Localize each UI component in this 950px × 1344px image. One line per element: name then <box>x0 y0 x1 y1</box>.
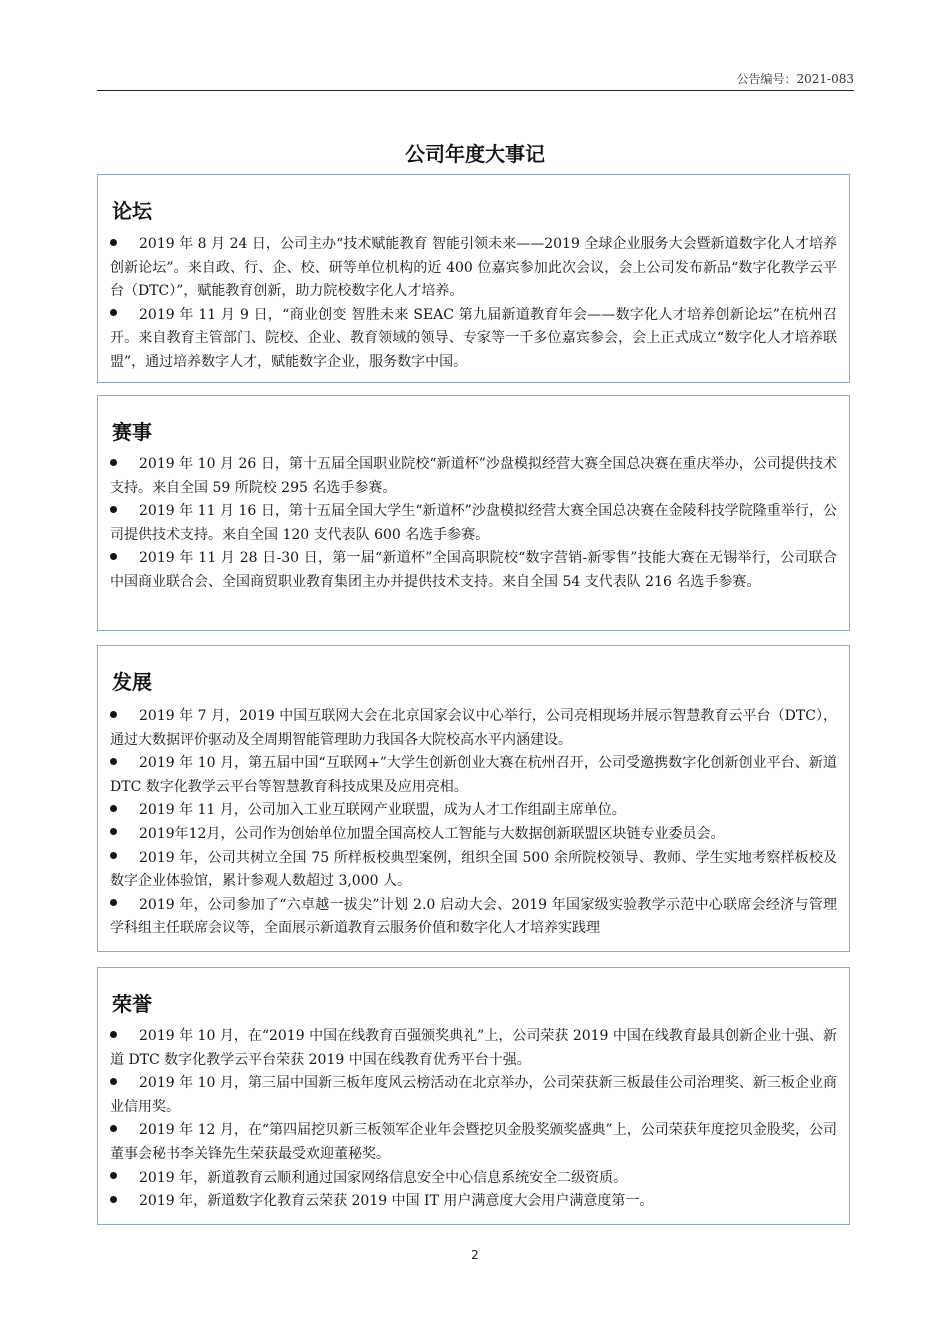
list-item <box>110 847 837 894</box>
bullet-icon <box>110 711 117 718</box>
item-text: 2019 年 11 月 28 日-30 日，第一届“新道杯”全国高职院校“数字营销-新零售”技能大赛在无锡举行，公司联合中国商业联合会、全国商贸职业教育集团主办并提供技术支持。来自全国 54 支代表队 216 名选手参赛。 <box>110 550 837 590</box>
bullet-icon <box>110 1196 117 1203</box>
list-item <box>110 1167 837 1191</box>
section-honors <box>97 967 850 1225</box>
list-item <box>110 799 837 823</box>
bullet-icon <box>110 1078 117 1085</box>
item-text: 2019 年 10 月，第五届中国“互联网+”大学生创新创业大赛在杭州召开，公司受邀携数字化创新创业平台、新道 DTC 数字化教学云平台等智慧教育科技成果及应用亮相。 <box>110 755 837 795</box>
item-list <box>110 233 837 375</box>
item-text: 2019 年 11 月 9 日，“商业创变 智胜未来 SEAC 第九届新道教育年会——数字化人才培养创新论坛”在杭州召开。来自教育主管部门、院校、企业、教育领域的领导、专家等一千多位嘉宾参会，会上正式成立“数字化人才培养联盟”，通过培养数字人才，赋能数字企业，服务数字中国。 <box>110 306 837 370</box>
item-text: 2019 年，新道数字化教育云荣获 2019 中国 IT 用户满意度大会用户满意度第一。 <box>139 1193 654 1210</box>
section-title: 发展 <box>112 670 152 694</box>
item-list <box>110 453 837 595</box>
section-title: 荣誉 <box>112 992 152 1016</box>
list-item <box>110 894 837 941</box>
item-text: 2019 年 10 月，第三届中国新三板年度风云榜活动在北京举办，公司荣获新三板最佳公司治理奖、新三板企业商业信用奖。 <box>110 1075 837 1115</box>
item-text: 2019 年 11 月 16 日，第十五届全国大学生“新道杯”沙盘模拟经营大赛全国总决赛在金陵科技学院隆重举行，公司提供技术支持。来自全国 120 支代表队 600 名选手参赛。 <box>110 503 837 543</box>
page-number: 2 <box>471 1248 479 1262</box>
bullet-icon <box>110 805 117 812</box>
item-list <box>110 705 837 941</box>
section-competition <box>97 395 850 631</box>
item-text: 2019 年 12 月，在“第四届挖贝新三板领军企业年会暨挖贝金股奖颁奖盛典”上，公司荣获年度挖贝金股奖，公司董事会秘书李关锋先生荣获最受欢迎董秘奖。 <box>110 1122 837 1162</box>
item-text: 2019年12月，公司作为创始单位加盟全国高校人工智能与大数据创新联盟区块链专业委员会。 <box>139 825 725 842</box>
list-item <box>110 233 837 304</box>
item-text: 2019 年 11 月，公司加入工业互联网产业联盟，成为人才工作组副主席单位。 <box>139 802 626 819</box>
list-item <box>110 500 837 547</box>
bullet-icon <box>110 239 117 246</box>
bullet-icon <box>110 1172 117 1179</box>
list-item <box>110 1072 837 1119</box>
bullet-icon <box>110 899 117 906</box>
list-item <box>110 304 837 375</box>
page-title: 公司年度大事记 <box>405 142 545 166</box>
bullet-icon <box>110 506 117 513</box>
bullet-icon <box>110 553 117 560</box>
list-item <box>110 1119 837 1166</box>
bullet-icon <box>110 1031 117 1038</box>
bullet-icon <box>110 828 117 835</box>
list-item <box>110 752 837 799</box>
item-list <box>110 1025 837 1214</box>
bullet-icon <box>110 459 117 466</box>
item-text: 2019 年 10 月 26 日，第十五届全国职业院校“新道杯”沙盘模拟经营大赛全国总决赛在重庆举办，公司提供技术支持。来自全国 59 所院校 295 名选手参赛。 <box>110 456 837 496</box>
list-item <box>110 1190 837 1214</box>
bullet-icon <box>110 309 117 316</box>
announcement-number: 公告编号：2021-083 <box>736 72 854 86</box>
bullet-icon <box>110 1125 117 1132</box>
item-text: 2019 年 10 月，在“2019 中国在线教育百强颁奖典礼”上，公司荣获 2019 中国在线教育最具创新企业十强、新道 DTC 数字化教学云平台荣获 2019 中国在线教育优秀平台十强。 <box>110 1028 837 1068</box>
list-item <box>110 823 837 847</box>
list-item <box>110 1025 837 1072</box>
bullet-icon <box>110 852 117 859</box>
list-item <box>110 453 837 500</box>
list-item <box>110 547 837 594</box>
bullet-icon <box>110 758 117 765</box>
section-forum <box>97 174 850 383</box>
item-text: 2019 年，公司共树立全国 75 所样板校典型案例，组织全国 500 余所院校领导、教师、学生实地考察样板校及数字企业体验馆，累计参观人数超过 3,000 人。 <box>110 849 837 890</box>
page-header <box>97 70 854 91</box>
item-text: 2019 年 8 月 24 日，公司主办“技术赋能教育 智能引领未来——2019 全球企业服务大会暨新道数字化人才培养创新论坛”。来自政、行、企、校、研等单位机构的近 400 位嘉宾参加此次会议，会上公司发布新品“数字化教学云平台（DTC）”，赋能教育创新，助力院校数字化人才培养。 <box>110 236 837 300</box>
item-text: 2019 年，新道教育云顺利通过国家网络信息安全中心信息系统安全二级资质。 <box>139 1169 628 1186</box>
section-title: 赛事 <box>112 420 152 444</box>
item-text: 2019 年，公司参加了“六卓越一拔尖”计划 2.0 启动大会、2019 年国家级实验教学示范中心联席会经济与管理学科组主任联席会议等，全面展示新道教育云服务价值和数字化人才培养实践理 <box>110 896 837 937</box>
section-development <box>97 645 850 952</box>
item-text: 2019 年 7 月，2019 中国互联网大会在北京国家会议中心举行，公司亮相现场并展示智慧教育云平台（DTC），通过大数据评价驱动及全周期智能管理助力我国各大院校高水平内涵建设。 <box>110 708 837 748</box>
section-title: 论坛 <box>112 199 152 223</box>
list-item <box>110 705 837 752</box>
